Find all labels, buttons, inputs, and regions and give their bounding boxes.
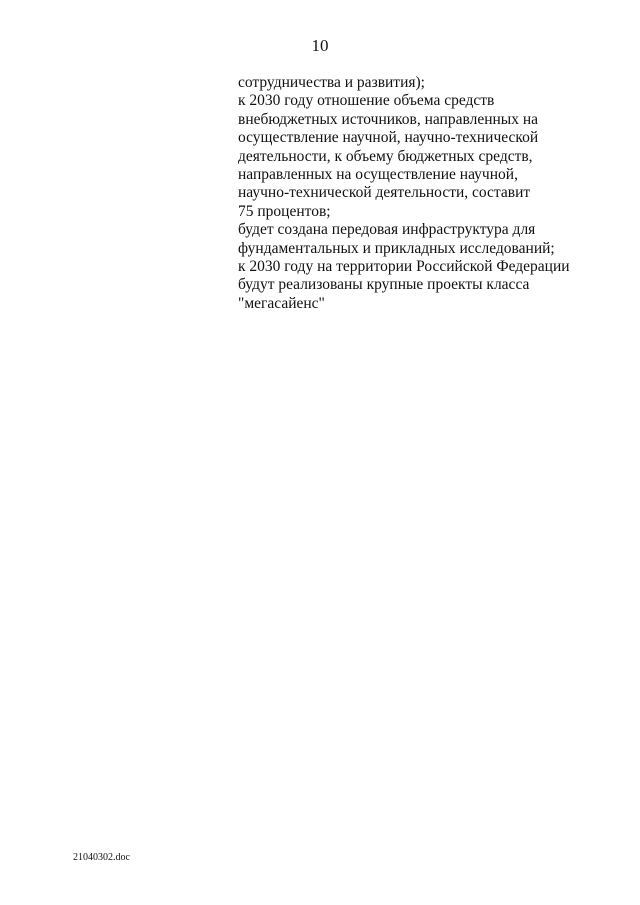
- page-number: 10: [311, 36, 329, 55]
- text-line: научно-технической деятельности, составит: [238, 184, 531, 202]
- text-line: будут реализованы крупные проекты класса: [238, 276, 530, 294]
- text-line: "мегасайенс": [238, 294, 325, 312]
- text-line: фундаментальных и прикладных исследований;: [238, 239, 555, 257]
- text-line: будет создана передовая инфраструктура для: [238, 221, 536, 239]
- text-line: деятельности, к объему бюджетных средств,: [238, 147, 533, 165]
- text-line: 75 процентов;: [238, 202, 331, 220]
- text-line: к 2030 году отношение объема средств: [238, 92, 495, 110]
- text-line: внебюджетных источников, направленных на: [238, 110, 539, 128]
- footer-filename: 21040302.doc: [73, 852, 130, 863]
- text-line: сотрудничества и развития);: [238, 74, 425, 91]
- text-line: осуществление научной, научно-технической: [238, 129, 539, 147]
- body-text: [238, 74, 623, 313]
- text-line: к 2030 году на территории Российской Федерации: [238, 258, 570, 276]
- text-line: направленных на осуществление научной,: [238, 166, 518, 184]
